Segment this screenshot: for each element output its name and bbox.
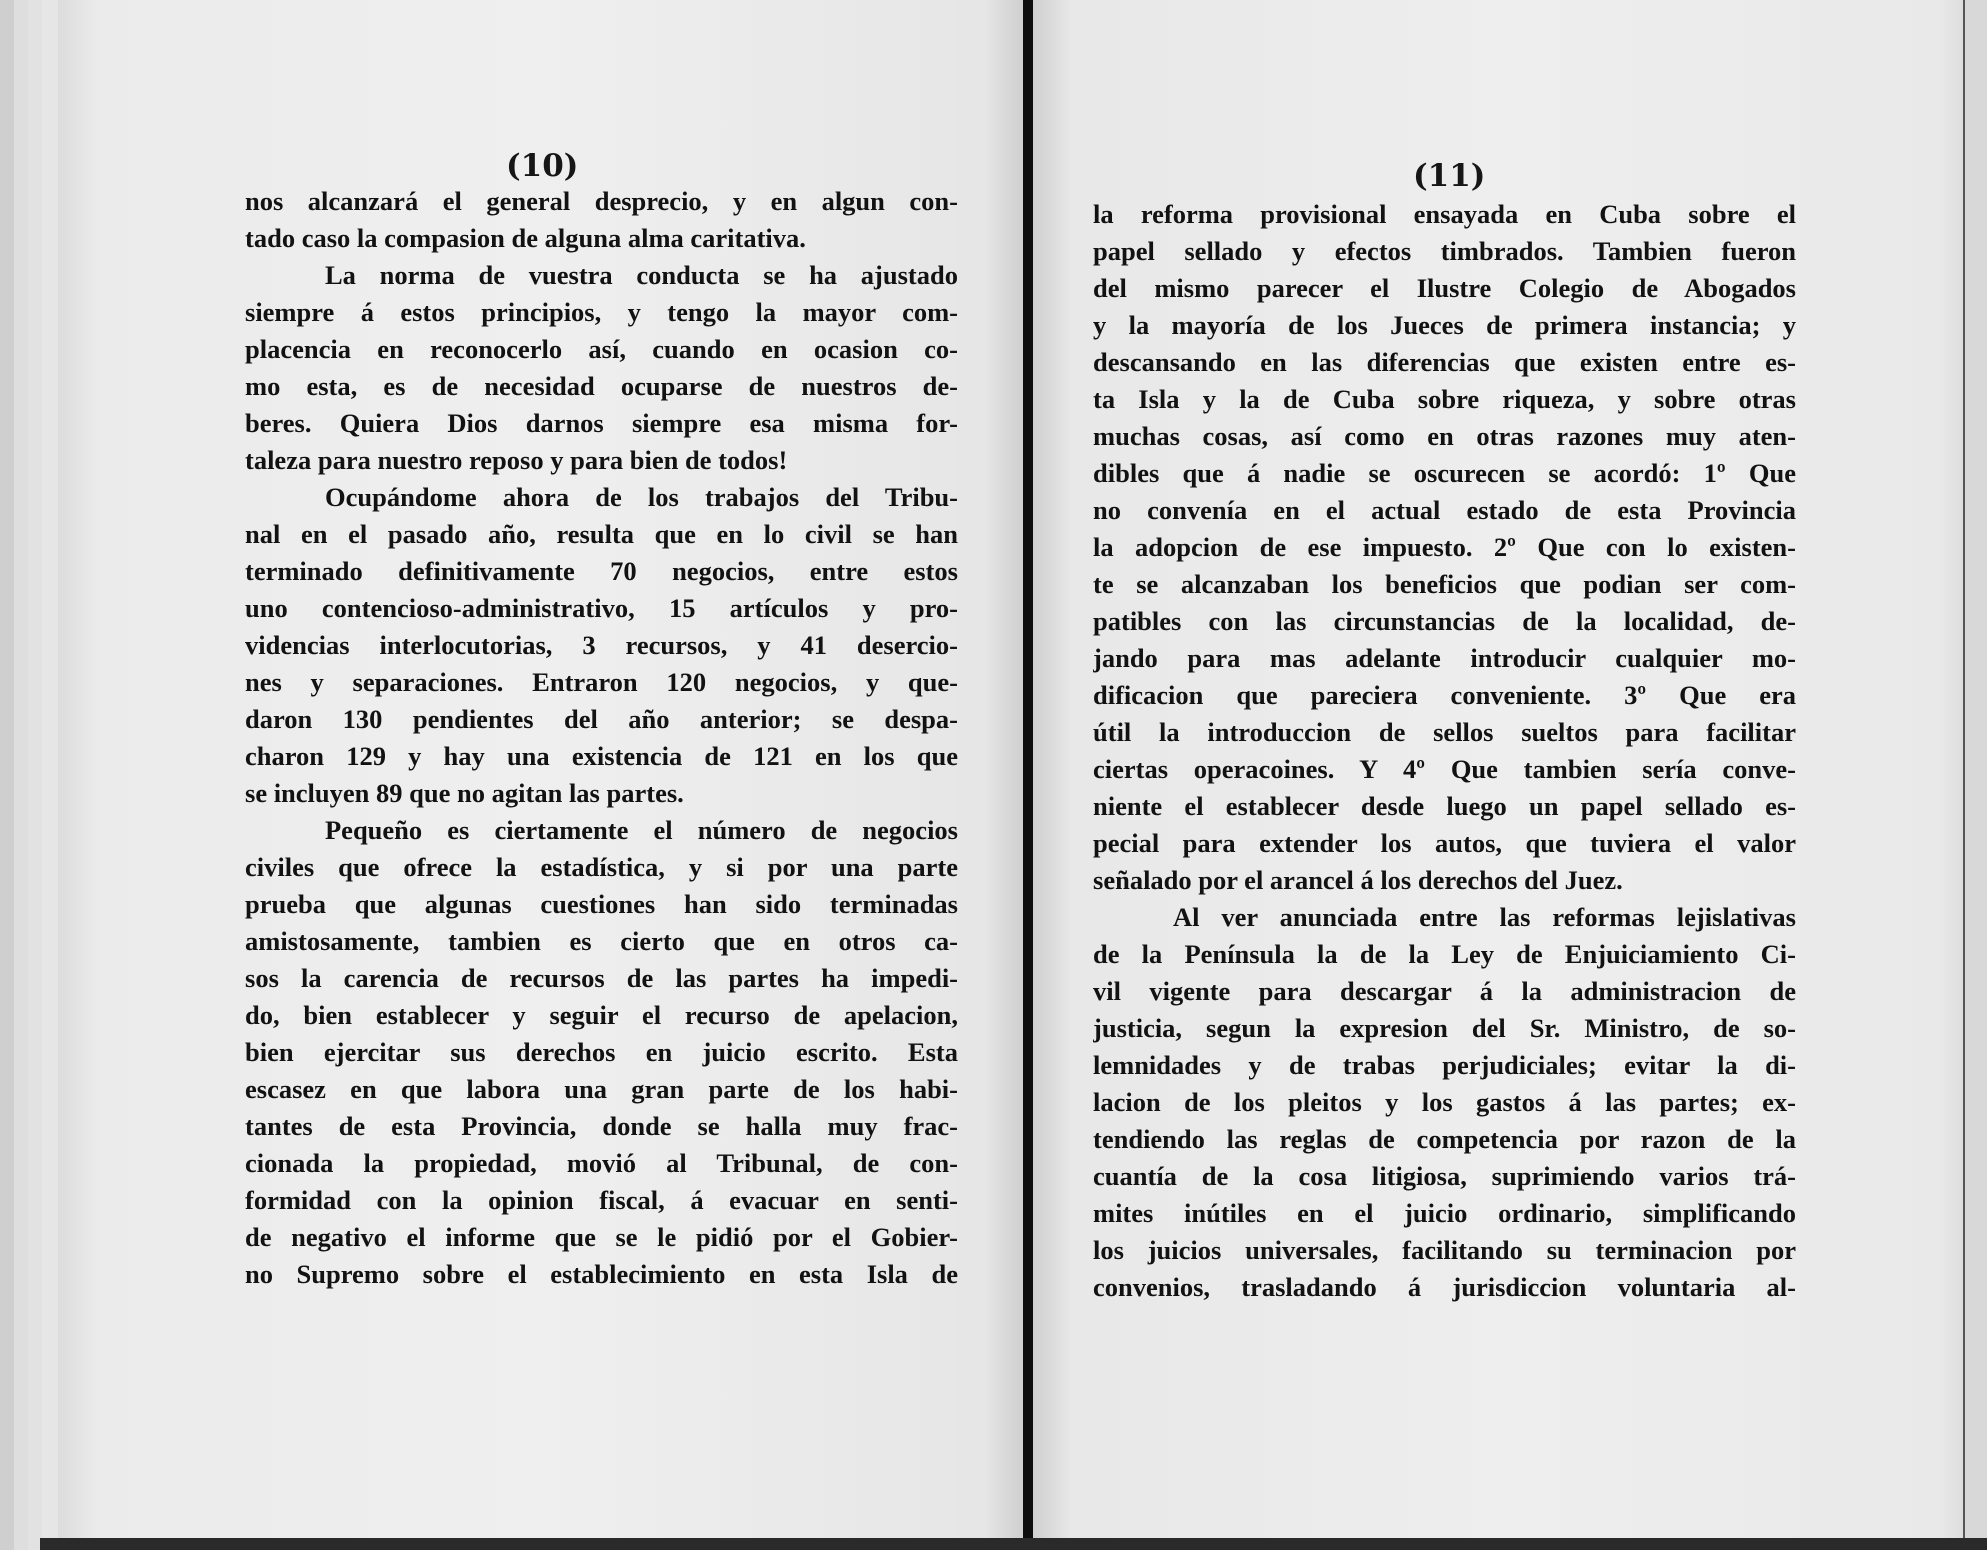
text-line: taleza para nuestro reposo y para bien de todos! — [245, 445, 788, 475]
text-line: siempre á estos principios, y tengo la mayor com- — [245, 297, 958, 327]
text-line: tado caso la compasion de alguna alma caritativa. — [245, 223, 806, 253]
book-gutter — [1023, 0, 1033, 1550]
text-line: sos la carencia de recursos de las partes ha impedi- — [245, 963, 958, 993]
text-line: uno contencioso-administrativo, 15 artículos y pro- — [245, 593, 958, 623]
text-line: convenios, trasladando á jurisdiccion voluntaria al- — [1093, 1272, 1796, 1302]
text-line: la reforma provisional ensayada en Cuba sobre el — [1093, 199, 1796, 229]
text-line: bien ejercitar sus derechos en juicio escrito. Esta — [245, 1037, 958, 1067]
page-number-right: (11) — [1413, 158, 1486, 194]
text-line: descansando en las diferencias que existen entre es- — [1093, 347, 1796, 377]
text-line: lemnidades y de trabas perjudiciales; evitar la di- — [1093, 1050, 1796, 1080]
text-line: prueba que algunas cuestiones han sido terminadas — [245, 889, 958, 919]
text-line: vil vigente para descargar á la administracion de — [1093, 976, 1796, 1006]
text-line: cuantía de la cosa litigiosa, suprimiendo varios trá- — [1093, 1161, 1796, 1191]
text-line: del mismo parecer el Ilustre Colegio de Abogados — [1093, 273, 1796, 303]
text-line: terminado definitivamente 70 negocios, entre estos — [245, 556, 958, 586]
text-line: videncias interlocutorias, 3 recursos, y 41 desercio- — [245, 630, 958, 660]
text-line: daron 130 pendientes del año anterior; se despa- — [245, 704, 958, 734]
text-line: te se alcanzaban los beneficios que podian ser com- — [1093, 569, 1796, 599]
text-line: patibles con las circunstancias de la localidad, de- — [1093, 606, 1796, 636]
text-line: señalado por el arancel á los derechos del Juez. — [1093, 865, 1623, 895]
text-line: mites inútiles en el juicio ordinario, simplificando — [1093, 1198, 1796, 1228]
text-line: dificacion que pareciera conveniente. 3º Que era — [1093, 680, 1796, 710]
text-line: do, bien establecer y seguir el recurso de apelacion, — [245, 1000, 958, 1030]
text-line: nos alcanzará el general desprecio, y en algun con- — [245, 186, 958, 216]
text-line: La norma de vuestra conducta se ha ajustado — [325, 260, 958, 290]
text-line: ciertas operacoines. Y 4º Que tambien sería conve- — [1093, 754, 1796, 784]
text-line: lacion de los pleitos y los gastos á las partes; ex- — [1093, 1087, 1796, 1117]
text-line: justicia, segun la expresion del Sr. Ministro, de so- — [1093, 1013, 1796, 1043]
text-line: papel sellado y efectos timbrados. Tambien fueron — [1093, 236, 1796, 266]
text-line: los juicios universales, facilitando su terminacion por — [1093, 1235, 1796, 1265]
text-line: de la Península la de la Ley de Enjuiciamiento Ci- — [1093, 939, 1796, 969]
text-line: útil la introduccion de sellos sueltos para facilitar — [1093, 717, 1796, 747]
text-line: escasez en que labora una gran parte de los habi- — [245, 1074, 958, 1104]
text-line: Al ver anunciada entre las reformas lejislativas — [1173, 902, 1796, 932]
text-line: Ocupándome ahora de los trabajos del Tribu- — [325, 482, 958, 512]
text-line: Pequeño es ciertamente el número de negocios — [325, 815, 958, 845]
text-line: tantes de esta Provincia, donde se halla muy frac- — [245, 1111, 958, 1141]
text-line: nes y separaciones. Entraron 120 negocios, y que- — [245, 667, 958, 697]
text-line: formidad con la opinion fiscal, á evacuar en senti- — [245, 1185, 958, 1215]
text-line: no Supremo sobre el establecimiento en esta Isla de — [245, 1259, 958, 1289]
text-line: se incluyen 89 que no agitan las partes. — [245, 778, 684, 808]
text-line: amistosamente, tambien es cierto que en otros ca- — [245, 926, 958, 956]
text-line: muchas cosas, así como en otras razones muy aten- — [1093, 421, 1796, 451]
text-line: nal en el pasado año, resulta que en lo civil se han — [245, 519, 958, 549]
page-edge-right — [1963, 0, 1987, 1550]
text-line: niente el establecer desde luego un papel sellado es- — [1093, 791, 1796, 821]
text-line: cionada la propiedad, movió al Tribunal, de con- — [245, 1148, 958, 1178]
text-line: civiles que ofrece la estadística, y si por una parte — [245, 852, 958, 882]
text-line: pecial para extender los autos, que tuviera el valor — [1093, 828, 1796, 858]
text-line: tendiendo las reglas de competencia por razon de la — [1093, 1124, 1796, 1154]
text-line: jando para mas adelante introducir cualquier mo- — [1093, 643, 1796, 673]
text-line: la adopcion de ese impuesto. 2º Que con lo existen- — [1093, 532, 1796, 562]
text-line: y la mayoría de los Jueces de primera instancia; y — [1093, 310, 1796, 340]
text-line: de negativo el informe que se le pidió por el Gobier- — [245, 1222, 958, 1252]
text-line: ta Isla y la de Cuba sobre riqueza, y sobre otras — [1093, 384, 1796, 414]
bottom-shadow — [40, 1538, 1987, 1550]
text-line: no convenía en el actual estado de esta Provincia — [1093, 495, 1796, 525]
left-page-text — [245, 183, 958, 1293]
right-page-text — [1093, 196, 1796, 1306]
text-line: dibles que á nadie se oscurecen se acordó: 1º Que — [1093, 458, 1796, 488]
text-line: charon 129 y hay una existencia de 121 en los que — [245, 741, 958, 771]
text-line: placencia en reconocerlo así, cuando en ocasion co- — [245, 334, 958, 364]
text-line: beres. Quiera Dios darnos siempre esa misma for- — [245, 408, 958, 438]
text-line: mo esta, es de necesidad ocuparse de nuestros de- — [245, 371, 958, 401]
page-number-left: (10) — [506, 148, 579, 184]
